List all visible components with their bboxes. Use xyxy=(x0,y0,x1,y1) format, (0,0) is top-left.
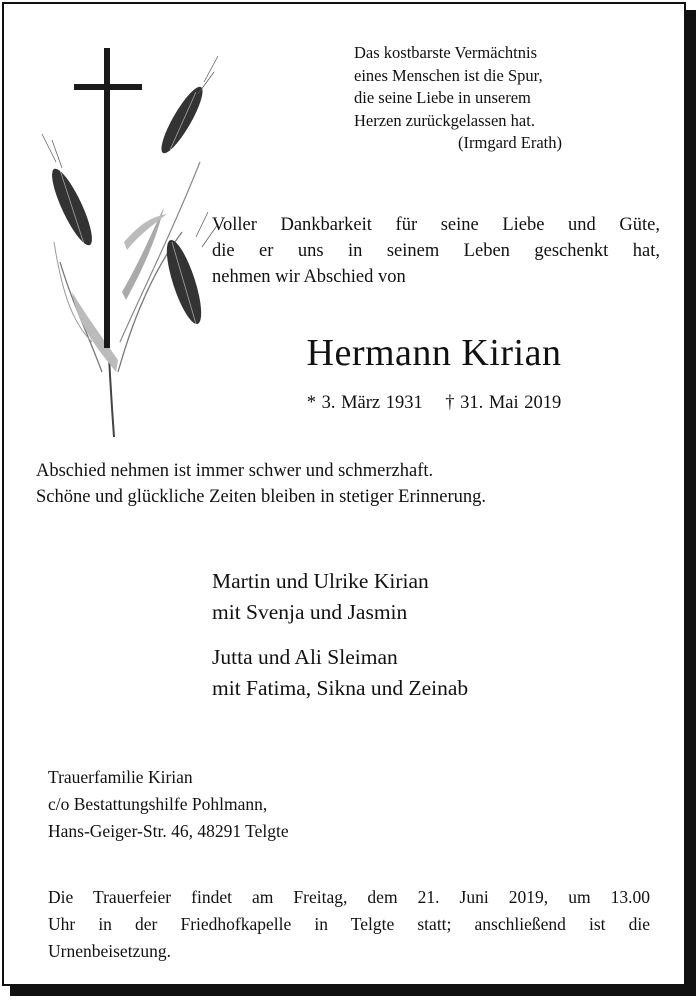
quote-line: Herzen zurückgelassen hat. xyxy=(354,110,535,130)
intro-line: nehmen wir Abschied von xyxy=(212,267,406,287)
saying-line: Schöne und glückliche Zeiten bleiben in stetiger Erinnerung. xyxy=(36,487,487,507)
address-line: c/o Bestattungshilfe Pohlmann, xyxy=(48,794,268,814)
family-line: mit Fatima, Sikna und Zeinab xyxy=(212,676,469,700)
notice-line: Die Trauerfeier findet am Freitag, dem 21. Juni 2019, um 13.00 xyxy=(48,887,650,907)
family-line: Martin und Ulrike Kirian xyxy=(212,569,429,593)
life-dates xyxy=(204,390,664,416)
notice-line: Urnenbeisetzung. xyxy=(48,941,171,961)
family-group xyxy=(212,566,652,628)
intro-line: Voller Dankbarkeit für seine Liebe und Güte, xyxy=(212,215,660,235)
intro-text xyxy=(212,212,660,290)
quote-line: eines Menschen ist die Spur, xyxy=(354,65,543,85)
family-line: mit Svenja und Jasmin xyxy=(212,600,408,624)
saying-line: Abschied nehmen ist immer schwer und schmerzhaft. xyxy=(36,461,434,481)
obituary-notice xyxy=(2,2,686,986)
address-line: Hans-Geiger-Str. 46, 48291 Telgte xyxy=(48,821,289,841)
funeral-notice xyxy=(48,884,650,965)
notice-line: Uhr in der Friedhofkapelle in Telgte statt; anschließend ist die xyxy=(48,914,650,934)
quote-author: (Irmgard Erath) xyxy=(458,133,562,152)
memorial-quote xyxy=(354,42,654,155)
birth-date: * 3. März 1931 xyxy=(306,393,423,413)
contact-address xyxy=(48,764,448,845)
frame-shadow-bottom xyxy=(10,986,696,996)
family-line: Jutta und Ali Sleiman xyxy=(212,645,398,669)
family-group xyxy=(212,642,652,704)
quote-line: die seine Liebe in unserem xyxy=(354,88,531,107)
deceased-name: Hermann Kirian xyxy=(306,332,562,374)
address-line: Trauerfamilie Kirian xyxy=(48,767,193,787)
death-date: † 31. Mai 2019 xyxy=(445,393,562,413)
cross-with-wheat-icon xyxy=(32,42,232,442)
intro-line: die er uns in seinem Leben geschenkt hat, xyxy=(212,241,660,261)
quote-line: Das kostbarste Vermächtnis xyxy=(354,43,537,62)
farewell-saying xyxy=(36,458,656,510)
mourning-family xyxy=(212,566,652,704)
frame-shadow-right xyxy=(686,10,696,996)
